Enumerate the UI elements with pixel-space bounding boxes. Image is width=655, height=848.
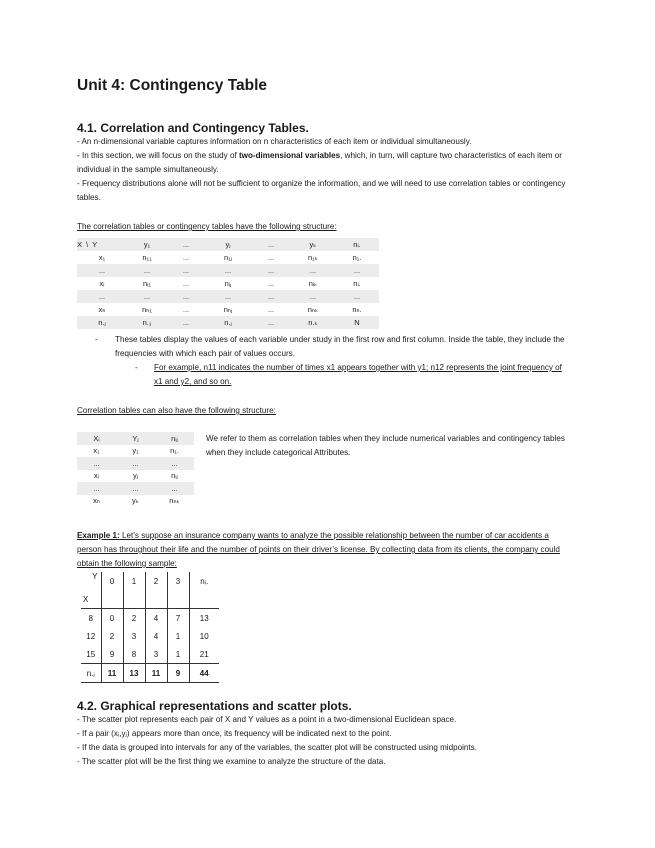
table-cell: ...: [251, 316, 291, 329]
table-cell: nᵢⱼ: [205, 277, 251, 290]
table-row: [81, 609, 219, 628]
table-cell: ...: [116, 482, 155, 495]
table-row: [77, 277, 379, 290]
y-axis-label: Y: [81, 572, 101, 590]
table-cell: 4: [145, 627, 167, 645]
example-table: [81, 572, 219, 683]
table-cell: yⱼ: [132, 471, 139, 481]
table-row: [77, 457, 194, 470]
table-cell: xᵢ: [77, 277, 127, 290]
table-cell: ...: [251, 290, 291, 303]
example-text: Let’s suppose an insurance company wants to analyze the possible relationship between the number of car accidents a person has throughout their life and the number of points on their driver’s license. By collecting data from its clients, the company could obtain the following sample:: [77, 531, 560, 568]
table-cell: ...: [167, 264, 205, 277]
section-heading-4-2: 4.2. Graphical representations and scatter plots.: [77, 699, 352, 713]
s2-line-1: - The scatter plot represents each pair of X and Y values as a point in a two-dimensional Euclidean space.: [77, 715, 457, 724]
table-cell: nᵢ.: [335, 277, 379, 290]
col-header: 3: [167, 572, 189, 590]
table-cell: y₁: [132, 446, 139, 456]
table-cell: ...: [291, 264, 335, 277]
table-cell: ...: [127, 290, 167, 303]
table2-note: We refer to them as correlation tables when they include numerical variables and contingency tables when they include categorical Attributes.: [206, 434, 565, 457]
table-cell: 3: [123, 627, 145, 645]
table-row: [77, 482, 194, 495]
table-cell: xᵢ: [94, 471, 99, 481]
table-cell: n.ⱼ: [205, 316, 251, 329]
table-cell: ...: [167, 238, 205, 251]
table-cell: X \ Y: [77, 238, 127, 251]
table-row: [77, 264, 379, 277]
table-cell: 0: [101, 609, 123, 628]
table-row: [77, 251, 379, 264]
table-cell: 21: [199, 649, 209, 659]
table-cell: n₁ₖ: [291, 251, 335, 264]
table-cell: n₁.: [335, 251, 379, 264]
bullet-dash-2: -: [135, 363, 138, 372]
table-cell: 15: [81, 645, 101, 664]
table-cell: ...: [167, 277, 205, 290]
table-cell: x₁: [77, 251, 127, 264]
bullet-text-1: These tables display the values of each variable under study in the first row and first column. Inside the table, they include the frequencies with which each pair of values occurs.: [115, 335, 565, 358]
table-row: [77, 432, 194, 445]
table-cell: nᵢ₁: [127, 277, 167, 290]
table-row: [81, 645, 219, 664]
table-cell: 13: [123, 664, 145, 683]
table-cell: n₁.: [170, 446, 179, 456]
table-cell: ...: [116, 457, 155, 470]
table-cell: ...: [77, 457, 116, 470]
table-cell: nₕₖ: [169, 496, 180, 506]
table-cell: nₕ.: [335, 303, 379, 316]
table-cell: ...: [291, 290, 335, 303]
intro-line-2: - In this section, we will focus on the study of two-dimensional variables, which, in turn, will capture two characteristics of each item or individual in the sample simultaneously.: [77, 151, 562, 174]
table-cell: 4: [145, 609, 167, 628]
table-cell: 2: [123, 609, 145, 628]
table-cell: n₁₁: [127, 251, 167, 264]
table-cell: 12: [81, 627, 101, 645]
structure-intro: The correlation tables or contingency tables have the following structure:: [77, 222, 337, 231]
structure2-intro: Correlation tables can also have the following structure:: [77, 406, 276, 415]
contingency-structure-table: [77, 238, 379, 329]
table-row: [77, 303, 379, 316]
s2-line-2: - If a pair (xᵢ,yⱼ) appears more than once, its frequency will be indicated next to the point.: [77, 729, 392, 738]
table-cell: ...: [205, 264, 251, 277]
table-cell: ...: [167, 316, 205, 329]
pairs-structure-table: [77, 432, 194, 507]
bold-term: two-dimensional variables: [238, 151, 341, 160]
table-cell: nₕₖ: [291, 303, 335, 316]
table-cell: nₕⱼ: [205, 303, 251, 316]
table-cell: nᵢₖ: [291, 277, 335, 290]
table-row: [77, 445, 194, 458]
table-cell: Xᵢ: [77, 432, 116, 445]
example-paragraph: [77, 529, 569, 571]
table-cell: n.ₖ: [291, 316, 335, 329]
col-header: 2: [145, 572, 167, 590]
table-cell: 7: [167, 609, 189, 628]
table-cell: 11: [145, 664, 167, 683]
x-axis-label: X: [81, 590, 101, 609]
table-cell: ...: [127, 264, 167, 277]
example-label: Example 1:: [77, 531, 120, 540]
table-cell: 8: [123, 645, 145, 664]
table-cell: 3: [145, 645, 167, 664]
table-row: [77, 316, 379, 329]
bullet-text-2: For example, n11 indicates the number of times x1 appears together with y1; n12 represents the joint frequency of x1 and y2, and so on.: [154, 363, 562, 386]
table-cell: 13: [199, 613, 209, 623]
intro-line-1: - An n-dimensional variable captures information on n characteristics of each item or individual simultaneously.: [77, 137, 472, 146]
table-cell: y₁: [127, 238, 167, 251]
table-row: [81, 627, 219, 645]
table-cell: nᵢⱼ: [155, 432, 194, 445]
s2-line-3: - If the data is grouped into intervals for any of the variables, the scatter plot will be constructed using midpoints.: [77, 743, 477, 752]
section1-intro: [77, 135, 577, 205]
section-heading-4-1: 4.1. Correlation and Contingency Tables.: [77, 121, 309, 135]
table-row: [77, 290, 379, 303]
table-cell: ...: [167, 290, 205, 303]
table-cell: 44: [189, 664, 219, 683]
table-cell: ...: [251, 251, 291, 264]
table-cell: xₕ: [77, 303, 127, 316]
table-cell: ...: [155, 457, 194, 470]
table-cell: 2: [101, 627, 123, 645]
table-cell: 9: [101, 645, 123, 664]
col-header: 1: [123, 572, 145, 590]
table-cell: yⱼ: [205, 238, 251, 251]
table-cell: nᵢ.: [335, 238, 379, 251]
table-cell: x₁: [93, 446, 100, 456]
table-cell: ...: [167, 303, 205, 316]
table-cell: yₖ: [291, 238, 335, 251]
table-cell: Yⱼ: [116, 432, 155, 445]
table-cell: nᵢⱼ: [171, 471, 178, 481]
table-row: [77, 238, 379, 251]
section2-lines: [77, 713, 577, 769]
bullet-dash-1: -: [95, 335, 98, 344]
table-row: [77, 495, 194, 508]
table-cell: n.₁: [127, 316, 167, 329]
table-cell: ...: [167, 251, 205, 264]
table-cell: ...: [335, 264, 379, 277]
table-cell: ...: [205, 290, 251, 303]
table-cell: ...: [77, 264, 127, 277]
page-title: Unit 4: Contingency Table: [77, 77, 268, 94]
table-cell: n.ⱼ: [81, 664, 101, 683]
table-cell: 1: [167, 627, 189, 645]
col-header: nᵢ.: [200, 576, 209, 586]
table-cell: ...: [251, 238, 291, 251]
table-cell: ...: [251, 303, 291, 316]
table-cell: nₕ₁: [127, 303, 167, 316]
table-cell: N: [335, 316, 379, 329]
s2-line-4: - The scatter plot will be the first thing we examine to analyze the structure of the data.: [77, 757, 386, 766]
table-cell: 8: [81, 609, 101, 628]
table-cell: xₕ: [93, 496, 100, 506]
table-cell: ...: [251, 264, 291, 277]
table-cell: yₖ: [132, 496, 139, 506]
table-cell: 9: [167, 664, 189, 683]
table-row: [77, 470, 194, 483]
table-cell: 11: [101, 664, 123, 683]
col-header: 0: [101, 572, 123, 590]
intro-line-3: - Frequency distributions alone will not be sufficient to organize the information, and we will need to use correlation tables or contingency tables.: [77, 179, 566, 202]
table-cell: 10: [199, 631, 209, 641]
table-cell: ...: [77, 290, 127, 303]
table-row: [81, 664, 219, 683]
table-cell: ...: [251, 277, 291, 290]
table-cell: ...: [77, 482, 116, 495]
table-cell: n.ⱼ: [77, 316, 127, 329]
table-cell: 1: [167, 645, 189, 664]
table-cell: n₁ⱼ: [205, 251, 251, 264]
table-cell: ...: [335, 290, 379, 303]
table-cell: ...: [155, 482, 194, 495]
